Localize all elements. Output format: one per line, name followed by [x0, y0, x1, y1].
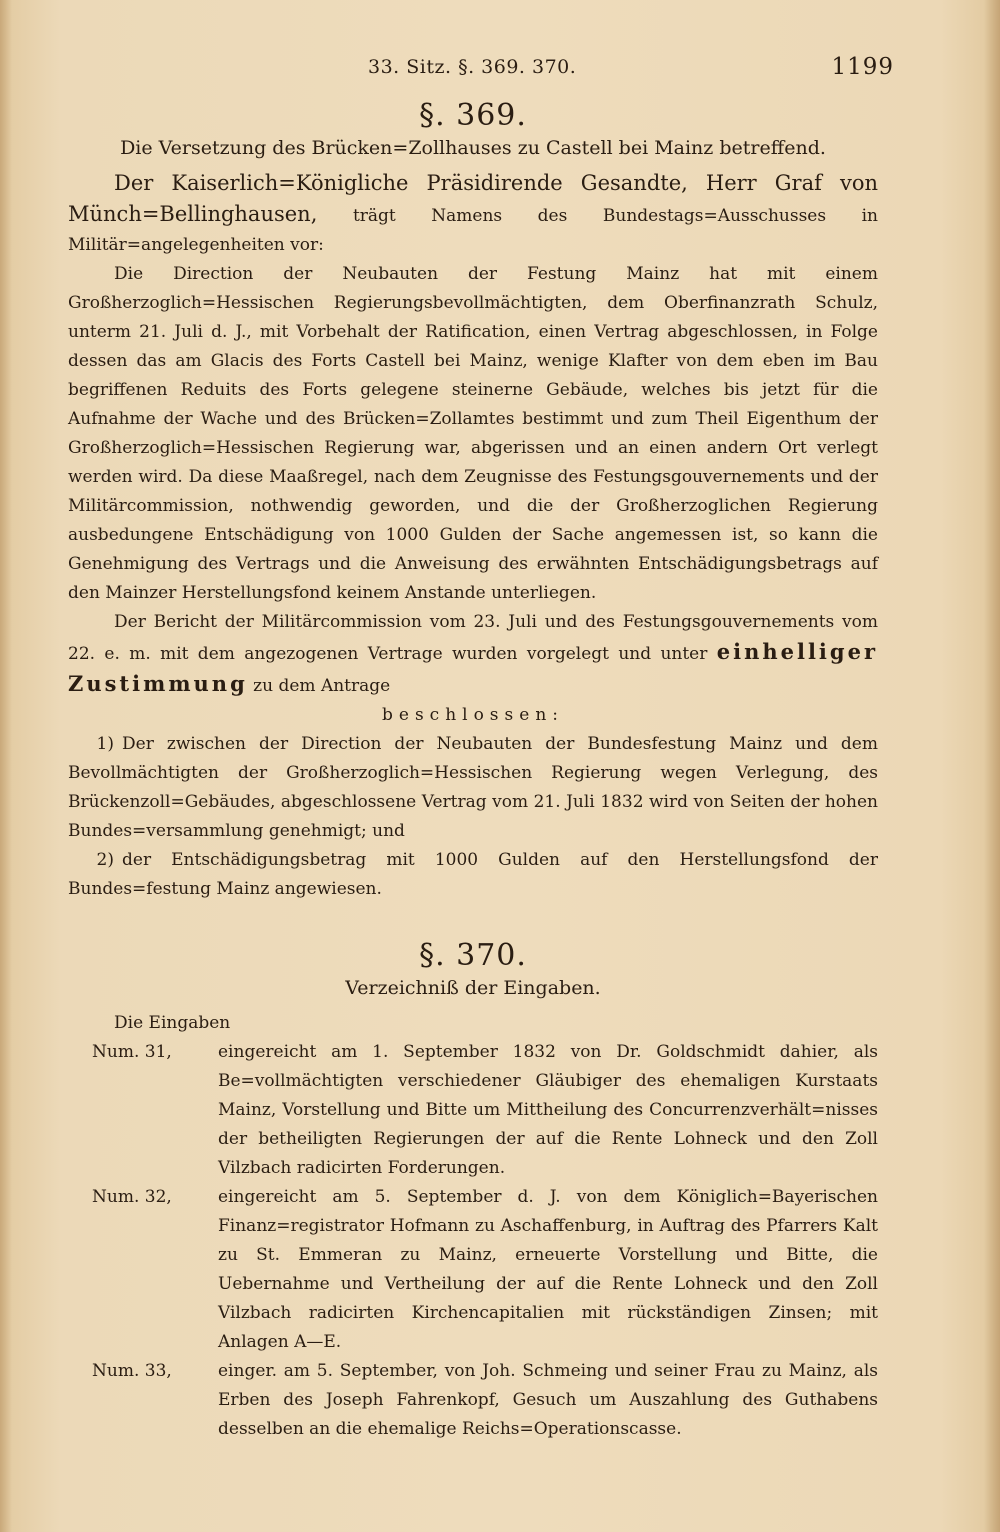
running-title: 33. Sitz. §. 369. 370.	[368, 56, 577, 78]
entry-num-31	[68, 1038, 878, 1183]
entry-text: einger. am 5. September, von Joh. Schmeing und seiner Frau zu Mainz, als Erben des Joseph Fahrenkopf, Gesuch um Auszahlung des Guthabens desselben an die ehemalige Reichs=Operationscasse.	[218, 1361, 878, 1439]
section-369-subtitle: Die Versetzung des Brücken=Zollhauses zu Castell bei Mainz betreffend.	[120, 137, 826, 159]
paragraph-2-start: Der Bericht der Militärcommission vom 23. Juli und des Festungsgouvernements vom 22. e. m. mit dem angezogenen Vertrage wurden vorgelegt und unter	[68, 612, 878, 664]
entries-lead: Die Eingaben	[114, 1013, 231, 1033]
section-370-subtitle: Verzeichniß der Eingaben.	[345, 977, 601, 999]
running-header	[68, 54, 894, 84]
resolution-item-2	[68, 846, 878, 904]
entry-label: Num. 31,	[92, 1042, 172, 1062]
page-content	[68, 98, 878, 1444]
section-369	[68, 98, 878, 904]
section-370-title: §. 370.	[419, 938, 527, 973]
page-edge-shadow-left	[0, 0, 12, 1532]
item-2-number: 2)	[96, 850, 114, 870]
item-2-text: der Entschädigungsbetrag mit 1000 Gulden auf den Herstellungsfond der Bundes=festung Mainz angewiesen.	[68, 850, 878, 899]
entry-label: Num. 33,	[92, 1361, 172, 1381]
paragraph-1: Die Direction der Neubauten der Festung Mainz hat mit einem Großherzoglich=Hessischen Regierungsbevollmächtigten, dem Oberfinanzrath Schulz, unterm 21. Juli d. J., mit Vorbehalt der Ratification, einen Vertrag abgeschlossen, in Folge dessen das am Glacis des Forts Castell bei Mainz, wenige Klafter von dem eben im Bau begriffenen Reduits des Forts gelegene steinerne Gebäude, welches bis jetzt für die Aufnahme der Wache und des Brücken=Zollamtes bestimmt und zum Theil Eigenthum der Großherzoglich=Hessischen Regierung war, abgerissen und an einen andern Ort verlegt werden wird. Da diese Maaßregel, nach dem Zeugnisse des Festungsgouvernements und der Militärcommission, nothwendig geworden, und die der Großherzoglichen Regierung ausbedungene Entschädigung von 1000 Gulden der Sache angemessen ist, so kann die Genehmigung des Vertrags und die Anweisung des erwähnten Entschädigungsbetrags auf den Mainzer Herstellungsfond keinem Anstande unterliegen.	[68, 264, 878, 603]
entry-num-33	[68, 1357, 878, 1444]
section-gap	[68, 904, 878, 938]
page-edge-shadow-right	[984, 0, 1000, 1532]
entry-text: eingereicht am 5. September d. J. von dem Königlich=Bayerischen Finanz=registrator Hofmann zu Aschaffenburg, in Auftrag des Pfarrers Kalt zu St. Emmeran zu Mainz, erneuerte Vorstellung und Bitte, die Uebernahme und Vertheilung der auf die Rente Lohneck und den Zoll Vilzbach radicirten Kirchencapitalien mit rückständigen Zinsen; mit Anlagen A—E.	[218, 1187, 878, 1352]
page-number: 1199	[831, 54, 894, 80]
intro-speaker: Der Kaiserlich=Königliche Präsidirende Gesandte, Herr Graf von Münch=Bellinghausen,	[68, 171, 878, 226]
paragraph-2-emphasis: einhelliger Zustimmung	[68, 639, 879, 696]
paragraph-2	[68, 608, 878, 701]
entry-text: eingereicht am 1. September 1832 von Dr. Goldschmidt dahier, als Be=vollmächtigten verschiedener Gläubiger des ehemaligen Kurstaats Mainz, Vorstellung und Bitte um Mittheilung des Concurrenzverhält=nisses der betheiligten Regierungen der auf die Rente Lohneck und den Zoll Vilzbach radicirten Forderungen.	[218, 1042, 878, 1178]
item-1-number: 1)	[96, 734, 114, 754]
entry-num-32	[68, 1183, 878, 1357]
resolved-heading: beschlossen:	[382, 705, 564, 725]
item-1-text: Der zwischen der Direction der Neubauten der Bundesfestung Mainz und dem Bevollmächtigten der Großherzoglich=Hessischen Regierung wegen Verlegung, des Brückenzoll=Gebäudes, abgeschlossene Vertrag vom 21. Juli 1832 wird von Seiten der hohen Bundes=versammlung genehmigt; und	[68, 734, 878, 841]
intro-paragraph	[68, 169, 878, 260]
resolution-item-1	[68, 730, 878, 846]
entry-label: Num. 32,	[92, 1187, 172, 1207]
paragraph-2-end: zu dem Antrage	[253, 676, 391, 696]
intro-rest: trägt Namens des Bundestags=Ausschusses in Militär=angelegenheiten vor:	[68, 206, 879, 255]
section-370	[68, 938, 878, 1444]
section-369-title: §. 369.	[419, 98, 527, 133]
